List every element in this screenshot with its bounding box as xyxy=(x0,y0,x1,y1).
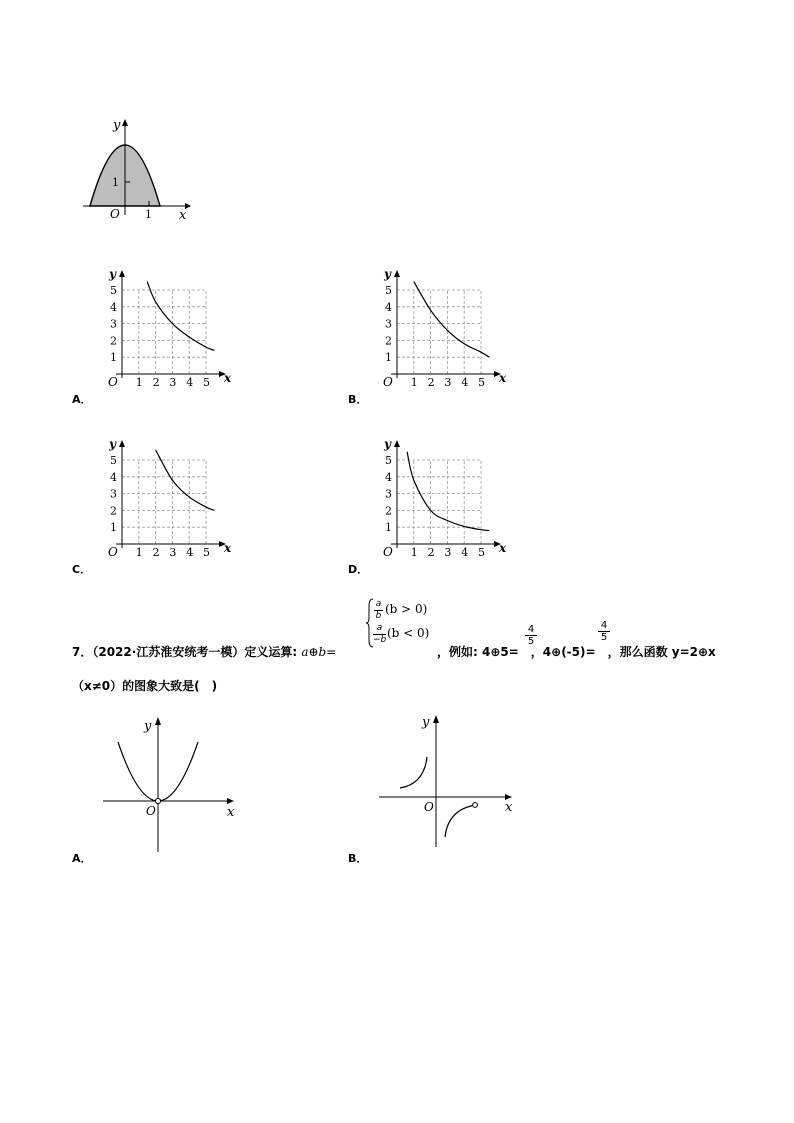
right-branch xyxy=(445,805,475,837)
y-axis-label: y xyxy=(109,267,116,281)
tick-label-x: 3 xyxy=(444,546,452,559)
x-axis-label: x xyxy=(499,541,507,555)
tick-label-y: 4 xyxy=(110,300,117,314)
tick-label-y: 1 xyxy=(110,521,117,535)
q7-option-a-label: A． xyxy=(72,852,92,865)
y-arrow xyxy=(119,270,125,277)
y-axis-label: y xyxy=(422,715,430,730)
tick-label-y: 2 xyxy=(385,504,392,518)
y-arrow xyxy=(122,119,128,126)
option-d-label: D． xyxy=(348,563,369,576)
tick-label-x: 1 xyxy=(410,376,418,389)
tick-label-y: 4 xyxy=(385,470,392,484)
function-curve xyxy=(407,452,489,531)
example1-fraction: $\frac{4}{5}$ xyxy=(525,624,537,647)
tick-label-y: 4 xyxy=(385,300,392,314)
tick-label-x: 4 xyxy=(186,376,194,389)
piecewise-definition xyxy=(366,598,436,650)
origin-label: O xyxy=(108,545,118,559)
y-arrow xyxy=(119,440,125,447)
q7-option-b-label: B． xyxy=(348,852,368,865)
case2-fraction: $\frac{a}{-b}$ xyxy=(373,623,387,645)
question-tail: ，那么函数 y=2⊕x xyxy=(607,645,716,659)
tick-label-x: 3 xyxy=(444,376,452,389)
origin-label: O xyxy=(424,800,434,814)
y-axis-label: y xyxy=(384,267,391,281)
tick-label-x: 1 xyxy=(135,376,143,389)
tick-label-y: 5 xyxy=(110,284,117,297)
origin-label: O xyxy=(146,804,156,818)
def-expression: a⊕b= xyxy=(301,645,337,659)
question7-line2: （x≠0）的图象大致是( ) xyxy=(72,679,218,693)
case2-condition: (b < 0) xyxy=(387,626,430,640)
y-axis-label: y xyxy=(113,118,121,133)
hollow-point xyxy=(155,798,160,803)
tick-label-y: 1 xyxy=(110,351,117,365)
x-axis-label: x xyxy=(227,805,235,820)
option-c-label: C． xyxy=(72,563,92,576)
tick-label-x: 5 xyxy=(203,546,210,559)
option-b-label: B． xyxy=(348,393,368,406)
q7-graph-option-b[interactable] xyxy=(376,712,521,857)
example2: ，4⊕(-5)= xyxy=(530,645,596,659)
tick-label-x: 2 xyxy=(152,376,160,389)
tick-label-x: 5 xyxy=(478,376,485,389)
graph-option-b[interactable] xyxy=(375,262,515,396)
tick-label-x: 3 xyxy=(169,376,177,389)
x-axis-label: x xyxy=(505,800,513,815)
y-axis-label: y xyxy=(144,719,152,734)
tick-label-y: 1 xyxy=(385,521,392,535)
tick-label-y: 3 xyxy=(385,317,392,331)
tick-label-x: 4 xyxy=(186,546,194,559)
tick-label-x: 2 xyxy=(427,546,435,559)
tick-label-y: 5 xyxy=(110,454,117,467)
example2-fraction: $\frac{4}{5}$ xyxy=(598,620,610,643)
tick-label-x: 1 xyxy=(410,546,418,559)
y-axis-label: y xyxy=(384,437,391,451)
tick-label-y: 3 xyxy=(110,487,117,501)
tick-label-y: 2 xyxy=(110,504,117,518)
tick-label-y: 1 xyxy=(112,176,119,189)
top-parabola-figure xyxy=(75,115,200,225)
function-curve xyxy=(156,450,215,510)
tick-label-y: 3 xyxy=(385,487,392,501)
tick-label-y: 4 xyxy=(110,470,117,484)
tick-label-x: 2 xyxy=(427,376,435,389)
example1: 4⊕5= xyxy=(481,645,519,659)
option-a-label: A． xyxy=(72,393,92,406)
function-curve xyxy=(414,282,490,358)
x-axis-label: x xyxy=(179,208,187,223)
case1-fraction: $\frac{a}{b}$ xyxy=(375,599,382,621)
tick-label-x: 4 xyxy=(461,546,469,559)
tick-label-x: 1 xyxy=(135,546,143,559)
tick-label-x: 2 xyxy=(152,546,160,559)
q7-graph-option-a[interactable] xyxy=(100,712,245,857)
x-arrow xyxy=(227,798,234,804)
origin-label: O xyxy=(383,545,393,559)
tick-label-y: 2 xyxy=(110,334,117,348)
left-branch xyxy=(400,757,427,788)
tick-label-x: 1 xyxy=(145,208,152,221)
graph-option-a[interactable] xyxy=(100,262,240,396)
tick-label-y: 5 xyxy=(385,454,392,467)
question-number: 7． xyxy=(72,645,93,659)
tick-label-x: 5 xyxy=(478,546,485,559)
x-axis-label: x xyxy=(499,371,507,385)
graph-option-d[interactable] xyxy=(375,432,515,566)
graph-option-c[interactable] xyxy=(100,432,240,566)
y-arrow xyxy=(433,715,439,723)
hollow-point xyxy=(473,803,478,808)
tick-label-y: 5 xyxy=(385,284,392,297)
tick-label-x: 3 xyxy=(169,546,177,559)
y-arrow xyxy=(155,717,161,725)
question-source: （2022·江苏淮安统考一模） xyxy=(92,645,245,659)
question7-examples: ，例如: 4⊕5= ，4⊕(-5)= ，那么函数 y=2⊕x xyxy=(437,645,716,659)
tick-label-x: 5 xyxy=(203,376,210,389)
tick-label-y: 3 xyxy=(110,317,117,331)
origin-label: O xyxy=(110,207,120,221)
tick-label-y: 1 xyxy=(385,351,392,365)
origin-label: O xyxy=(383,375,393,389)
case1-condition: (b > 0) xyxy=(385,602,428,616)
x-axis-label: x xyxy=(224,371,232,385)
tick-label-x: 4 xyxy=(461,376,469,389)
y-arrow xyxy=(394,270,400,277)
origin-label: O xyxy=(108,375,118,389)
y-arrow xyxy=(394,440,400,447)
tick-label-y: 2 xyxy=(385,334,392,348)
y-axis-label: y xyxy=(109,437,116,451)
question7-line1: 7．（2022·江苏淮安统考一模）定义运算: a⊕b= xyxy=(72,645,337,659)
x-axis-label: x xyxy=(224,541,232,555)
